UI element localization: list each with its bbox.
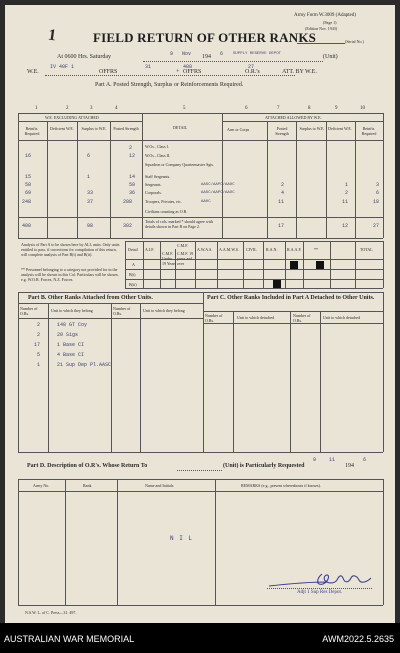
analysis-row-label: A [132, 262, 135, 267]
we-label: W.E. [27, 69, 39, 75]
cell: 11 [342, 199, 349, 205]
cell: 208 [123, 199, 133, 205]
col-number: 7 [277, 106, 280, 111]
archive-name: AUSTRALIAN WAR MEMORIAL [4, 634, 135, 644]
analysis-note: Analysis of Part A to be shown here by ALL units. Only units entitled to pass, if corrections for compilation of this return, will complete analysis of Part B(i) and B(ii). [21, 242, 120, 257]
cell: 4 [281, 190, 285, 196]
cell: 33 [87, 190, 94, 196]
part-b-row-unit: 21 Sup Dep Pl.AASC [57, 362, 112, 368]
cell: 98 [87, 223, 94, 229]
part-d-header: Name and Initials [145, 483, 174, 488]
col-number: 2 [66, 106, 69, 111]
header-detail: DETAIL [173, 125, 188, 130]
cell: 400 [22, 223, 32, 229]
detail-row: Totals of cols. marked * should agree with details shown in Part B on Page 2. [145, 219, 213, 229]
part-d-title-suffix: (Unit) is Particularly Requested [223, 463, 305, 469]
part-b-row-unit: 20 Sigs [57, 332, 79, 338]
cell: 3 [376, 182, 380, 188]
cell: 2 [345, 190, 349, 196]
analysis-header: ** [314, 247, 318, 252]
cell: 12 [342, 223, 349, 229]
cell: 302 [123, 223, 133, 229]
col-number: 5 [183, 106, 186, 111]
archive-accession-number: AWM2022.5.2635 [322, 634, 394, 644]
at-time-label: At 0600 Hrs. Saturday [57, 54, 111, 60]
part-d-header: REMARKS (e.g., present whereabouts if known). [241, 483, 321, 488]
cell: 69 [25, 190, 32, 196]
year-digit: 6 [220, 51, 224, 57]
att-by-we-label: ATT. BY W.E. [282, 69, 317, 75]
cell: 6 [376, 190, 380, 196]
we-excluding-attached-header: W.E. EXCLUDING ATTACHED [45, 115, 99, 120]
part-d-date-year: 6 [363, 457, 367, 463]
form-page-number: (Page 1) [323, 20, 337, 25]
detail-row: Staff Sergeants. [145, 174, 171, 179]
col-number: 10 [360, 106, 365, 111]
analysis-header: Detail [128, 247, 138, 252]
cell: 50 [129, 182, 136, 188]
cell: 15 [25, 174, 32, 180]
month-value: Nov [182, 51, 192, 57]
col-number: 6 [245, 106, 248, 111]
analysis-header: A.W.A.S. [197, 247, 213, 252]
part-b-row-number: 1 [37, 362, 41, 368]
offrs-label: OFFRS [99, 69, 118, 75]
offrs-value: 31 [145, 64, 152, 70]
cell: 2 [129, 145, 133, 151]
detail-row: Corporals. [145, 190, 162, 195]
blacked-cell [273, 280, 281, 288]
detail-row: Civilians counting as O.R. [145, 209, 188, 214]
analysis-header: R.A.N. [266, 247, 278, 252]
cell: 18 [373, 199, 380, 205]
cell: 36 [129, 190, 136, 196]
part-d-header: Army No. [33, 483, 50, 488]
part-d-year-prefix: 194 [345, 463, 354, 469]
analysis-header: A.I.F. [145, 247, 155, 252]
detail-row: Squadron or Company Quartermaster Sgts. [145, 162, 214, 167]
part-b-row-number: 5 [37, 352, 41, 358]
form-title: FIELD RETURN OF OTHER RANKS [93, 30, 317, 45]
printer-imprint: N.S.W. L. of C. Press—31. 497. [25, 610, 77, 615]
part-c-header: Unit to which detached [323, 315, 361, 320]
plus-sign: + [176, 69, 180, 75]
blacked-cell [316, 261, 324, 269]
header-deficient-att: Deficient W.E. [328, 126, 352, 131]
corner-mark: 1 [46, 26, 58, 45]
part-b-header: Number of O.Rs. [113, 306, 131, 316]
cell: 1 [345, 182, 349, 188]
cell: 2 [281, 182, 285, 188]
cell: 17 [278, 223, 285, 229]
part-b-header: Number of O.Rs. [20, 306, 38, 316]
cell: 6 [87, 153, 91, 159]
part-b-header: Unit to which they belong [51, 308, 93, 313]
unit-name: SUPPLY RESERVE DEPOT [233, 52, 282, 56]
header-posted-strength-att: Posted Strength [275, 126, 289, 136]
nil-entry: N I L [170, 535, 194, 542]
part-b-row-number: 17 [34, 342, 41, 348]
part-c-header: Number of O.Rs. [205, 313, 223, 323]
cell: 14 [129, 174, 136, 180]
part-d-title: Part D. Description of O.R's. Whose Return To [27, 463, 148, 469]
archive-caption-bar [0, 623, 400, 653]
col-number: 1 [35, 106, 38, 111]
part-d-header: Rank [83, 483, 92, 488]
detail-row: Troopers, Privates, etc. [145, 199, 182, 204]
detail-row: W.Os., Class II. [145, 153, 171, 158]
day-value: 9 [170, 51, 174, 57]
cell: AASC/AAPC/AAOC [201, 191, 235, 195]
part-b-title: Part B. Other Ranks Attached from Other Units. [28, 295, 153, 301]
cell: AAOC [201, 200, 211, 204]
col-number: 4 [115, 106, 118, 111]
unit-label: (Unit) [323, 54, 338, 60]
cell: 16 [25, 153, 32, 159]
header-deficient-we: Deficient W.E. [50, 126, 74, 131]
offrs-attached-value: 400 [183, 64, 193, 70]
year-prefix: 194 [202, 54, 211, 60]
ors-label: O.R.'s [245, 69, 260, 75]
cell: 1 [87, 174, 91, 180]
analysis-note-2: ** Personnel belonging to a category not provided for in the analysis will be shown in this Col. Particulars will be shown, e.g. W.O.R. Forces, N.Z. Forces. [21, 267, 119, 282]
part-d-date-day: 9 [313, 457, 317, 463]
part-c-header: Number of O.Rs. [293, 313, 311, 323]
attached-allowed-header: ATTACHED ALLOWED BY W.E. [265, 115, 322, 120]
analysis-row-label: B(ii) [129, 282, 137, 287]
cell: 37 [87, 199, 94, 205]
header-surplus-we: Surplus to W.E. [81, 126, 107, 131]
part-b-row-number: 2 [37, 322, 41, 328]
col-number: 8 [308, 106, 311, 111]
serial-number-label: (Serial No.) [345, 39, 364, 44]
part-b-header: Unit to which they belong [143, 308, 185, 313]
offrs-label-2: OFFRS [183, 69, 202, 75]
analysis-header: C.M.F. [177, 243, 189, 248]
cell: 11 [278, 199, 285, 205]
part-b-row-unit: 1 Base CI [57, 342, 85, 348]
header-posted-strength: Posted Strength [113, 126, 139, 131]
cell: 50 [25, 182, 32, 188]
form-edition: (Edition Nov. 1943) [305, 26, 338, 31]
analysis-header: CIVIL [246, 247, 257, 252]
cell: 27 [373, 223, 380, 229]
analysis-header: C.M.F. 19 years and over [177, 251, 194, 266]
col-number: 9 [335, 106, 338, 111]
part-c-title: Part C. Other Ranks Included in Part A Detached to Other Units. [207, 295, 375, 301]
cell: 248 [22, 199, 32, 205]
blacked-cell [290, 261, 298, 269]
col-number: 3 [90, 106, 93, 111]
analysis-header: C.M.F. Under 19 Years [162, 251, 176, 266]
header-surplus-att: Surplus to W.E. [299, 126, 325, 131]
part-b-row-unit: 148 GT Coy [57, 322, 88, 328]
analysis-header: TOTAL [360, 247, 373, 252]
header-reinfts-att: Reinfts. Required [361, 126, 377, 136]
cell: 12 [129, 153, 136, 159]
part-a-title: Part A. Posted Strength, Surplus or Reinforcements Required. [95, 82, 244, 88]
form-page [5, 5, 395, 623]
header-reinfts-required: Reinfts. Required [24, 126, 40, 136]
analysis-row-label: B(i) [129, 272, 136, 277]
detail-row: W.Os., Class I. [145, 144, 169, 149]
part-c-header: Unit to which detached [237, 315, 275, 320]
header-arm-corps: Arm or Corps [227, 127, 250, 132]
detail-row: Sergeants. [145, 182, 162, 187]
part-b-row-unit: 4 Base CI [57, 352, 85, 358]
analysis-header: A.A.M.W.S. [219, 247, 239, 252]
analysis-header: R.A.A.F. [287, 247, 302, 252]
ors-value: 27 [248, 64, 255, 70]
part-b-row-number: 2 [37, 332, 41, 338]
form-number: Army Form W.3009 (Adapted) [294, 13, 356, 18]
cell: AASC/AAPC/AAOC [201, 183, 235, 187]
signatory-title: Adjt 1 Sup Res Depot. [297, 590, 343, 595]
we-number: IV 40F 1 [50, 64, 75, 70]
part-d-date-month: 11 [329, 457, 336, 463]
